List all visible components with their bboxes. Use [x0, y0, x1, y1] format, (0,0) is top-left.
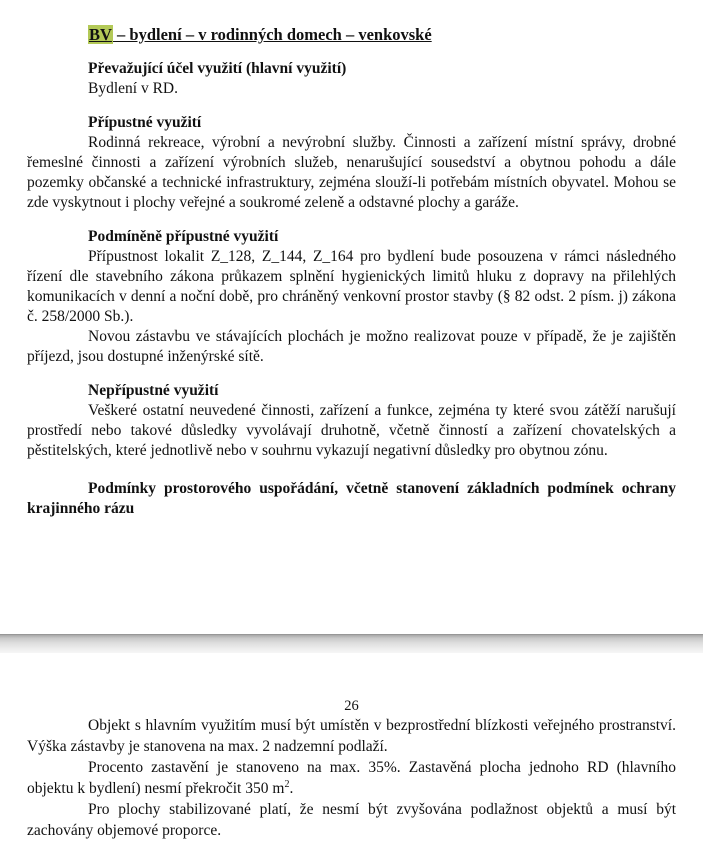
section-heading-main-use: Převažující účel využití (hlavní využití) [88, 60, 347, 77]
page-1-region [0, 25, 703, 519]
paragraph-conditional-use-2: Novou zástavbu ve stávajících plochách je možno realizovat pouze v případě, že je zajištěn příjezd, jsou dostupné inženýrské sítě. [27, 328, 676, 365]
zone-code-highlight: BV [89, 25, 112, 44]
paragraph-coverage-limit-text: Procento zastavění je stanoveno na max. 35%. Zastavěná plocha jednoho RD (hlavního objektu k bydlení) nesmí překročit 350 m [27, 759, 676, 797]
paragraph-permissible-use: Rodinná rekreace, výrobní a nevýrobní služby. Činnosti a zařízení místní správy, drobné řemeslné činnosti a zařízení výrobních služeb, nenarušující sousedství a obytnou pohodu a dále pozemky občanské a technické infrastruktury, zejména slouží-li potřebám místních obyvatel. Mohou se zde vyskytnout i plochy veřejné a soukromé zeleně a odstavné plochy a garáže. [27, 134, 676, 211]
page-number: 26 [344, 698, 359, 714]
section-heading-conditional-use: Podmíněně přípustné využití [88, 228, 279, 245]
paragraph-coverage-limit [27, 757, 676, 799]
page-break-divider [0, 634, 703, 653]
section-body-main-use: Bydlení v RD. [88, 80, 178, 97]
zone-title [88, 25, 676, 45]
paragraph-coverage-limit-period: . [289, 780, 294, 797]
section-heading-impermissible-use: Nepřípustné využití [88, 382, 219, 399]
paragraph-impermissible-use: Veškeré ostatní neuvedené činnosti, zařízení a funkce, zejména ty které svou zátěží narušují prostředí nebo takové důsledky vyvolávají druhotně, včetně činností a zařízení chovatelských a pěstitelských, které jednotlivě nebo v souhrnu vykazují negativní důsledky pro obytnou zónu. [27, 402, 676, 459]
paragraph-stabilized-areas: Pro plochy stabilizované platí, že nesmí být zvyšována podlažnost objektů a musí být zachovány objemové proporce. [27, 801, 676, 839]
zone-title-text: – bydlení – v rodinných domech – venkovské [112, 25, 432, 44]
superscript-squared: 2 [284, 778, 290, 790]
section-heading-permissible-use: Přípustné využití [88, 114, 202, 131]
paragraph-building-placement: Objekt s hlavním využitím musí být umístěn v bezprostřední blízkosti veřejného prostranství. Výška zástavby je stanovena na max. 2 nadzemní podlaží. [27, 717, 676, 755]
page-2-region [0, 697, 703, 841]
section-heading-spatial-conditions: Podmínky prostorového uspořádání, včetně stanovení základních podmínek ochrany krajinného rázu [27, 480, 676, 517]
paragraph-conditional-use-1: Přípustnost lokalit Z_128, Z_144, Z_164 pro bydlení bude posouzena v rámci následného řízení dle stavebního zákona průkazem splnění hygienických limitů hluku z dopravy na přilehlých komunikacích v denní a noční době, pro chráněný venkovní prostor stavby (§ 82 odst. 2 písm. j) zákona č. 258/2000 Sb.). [27, 248, 676, 325]
